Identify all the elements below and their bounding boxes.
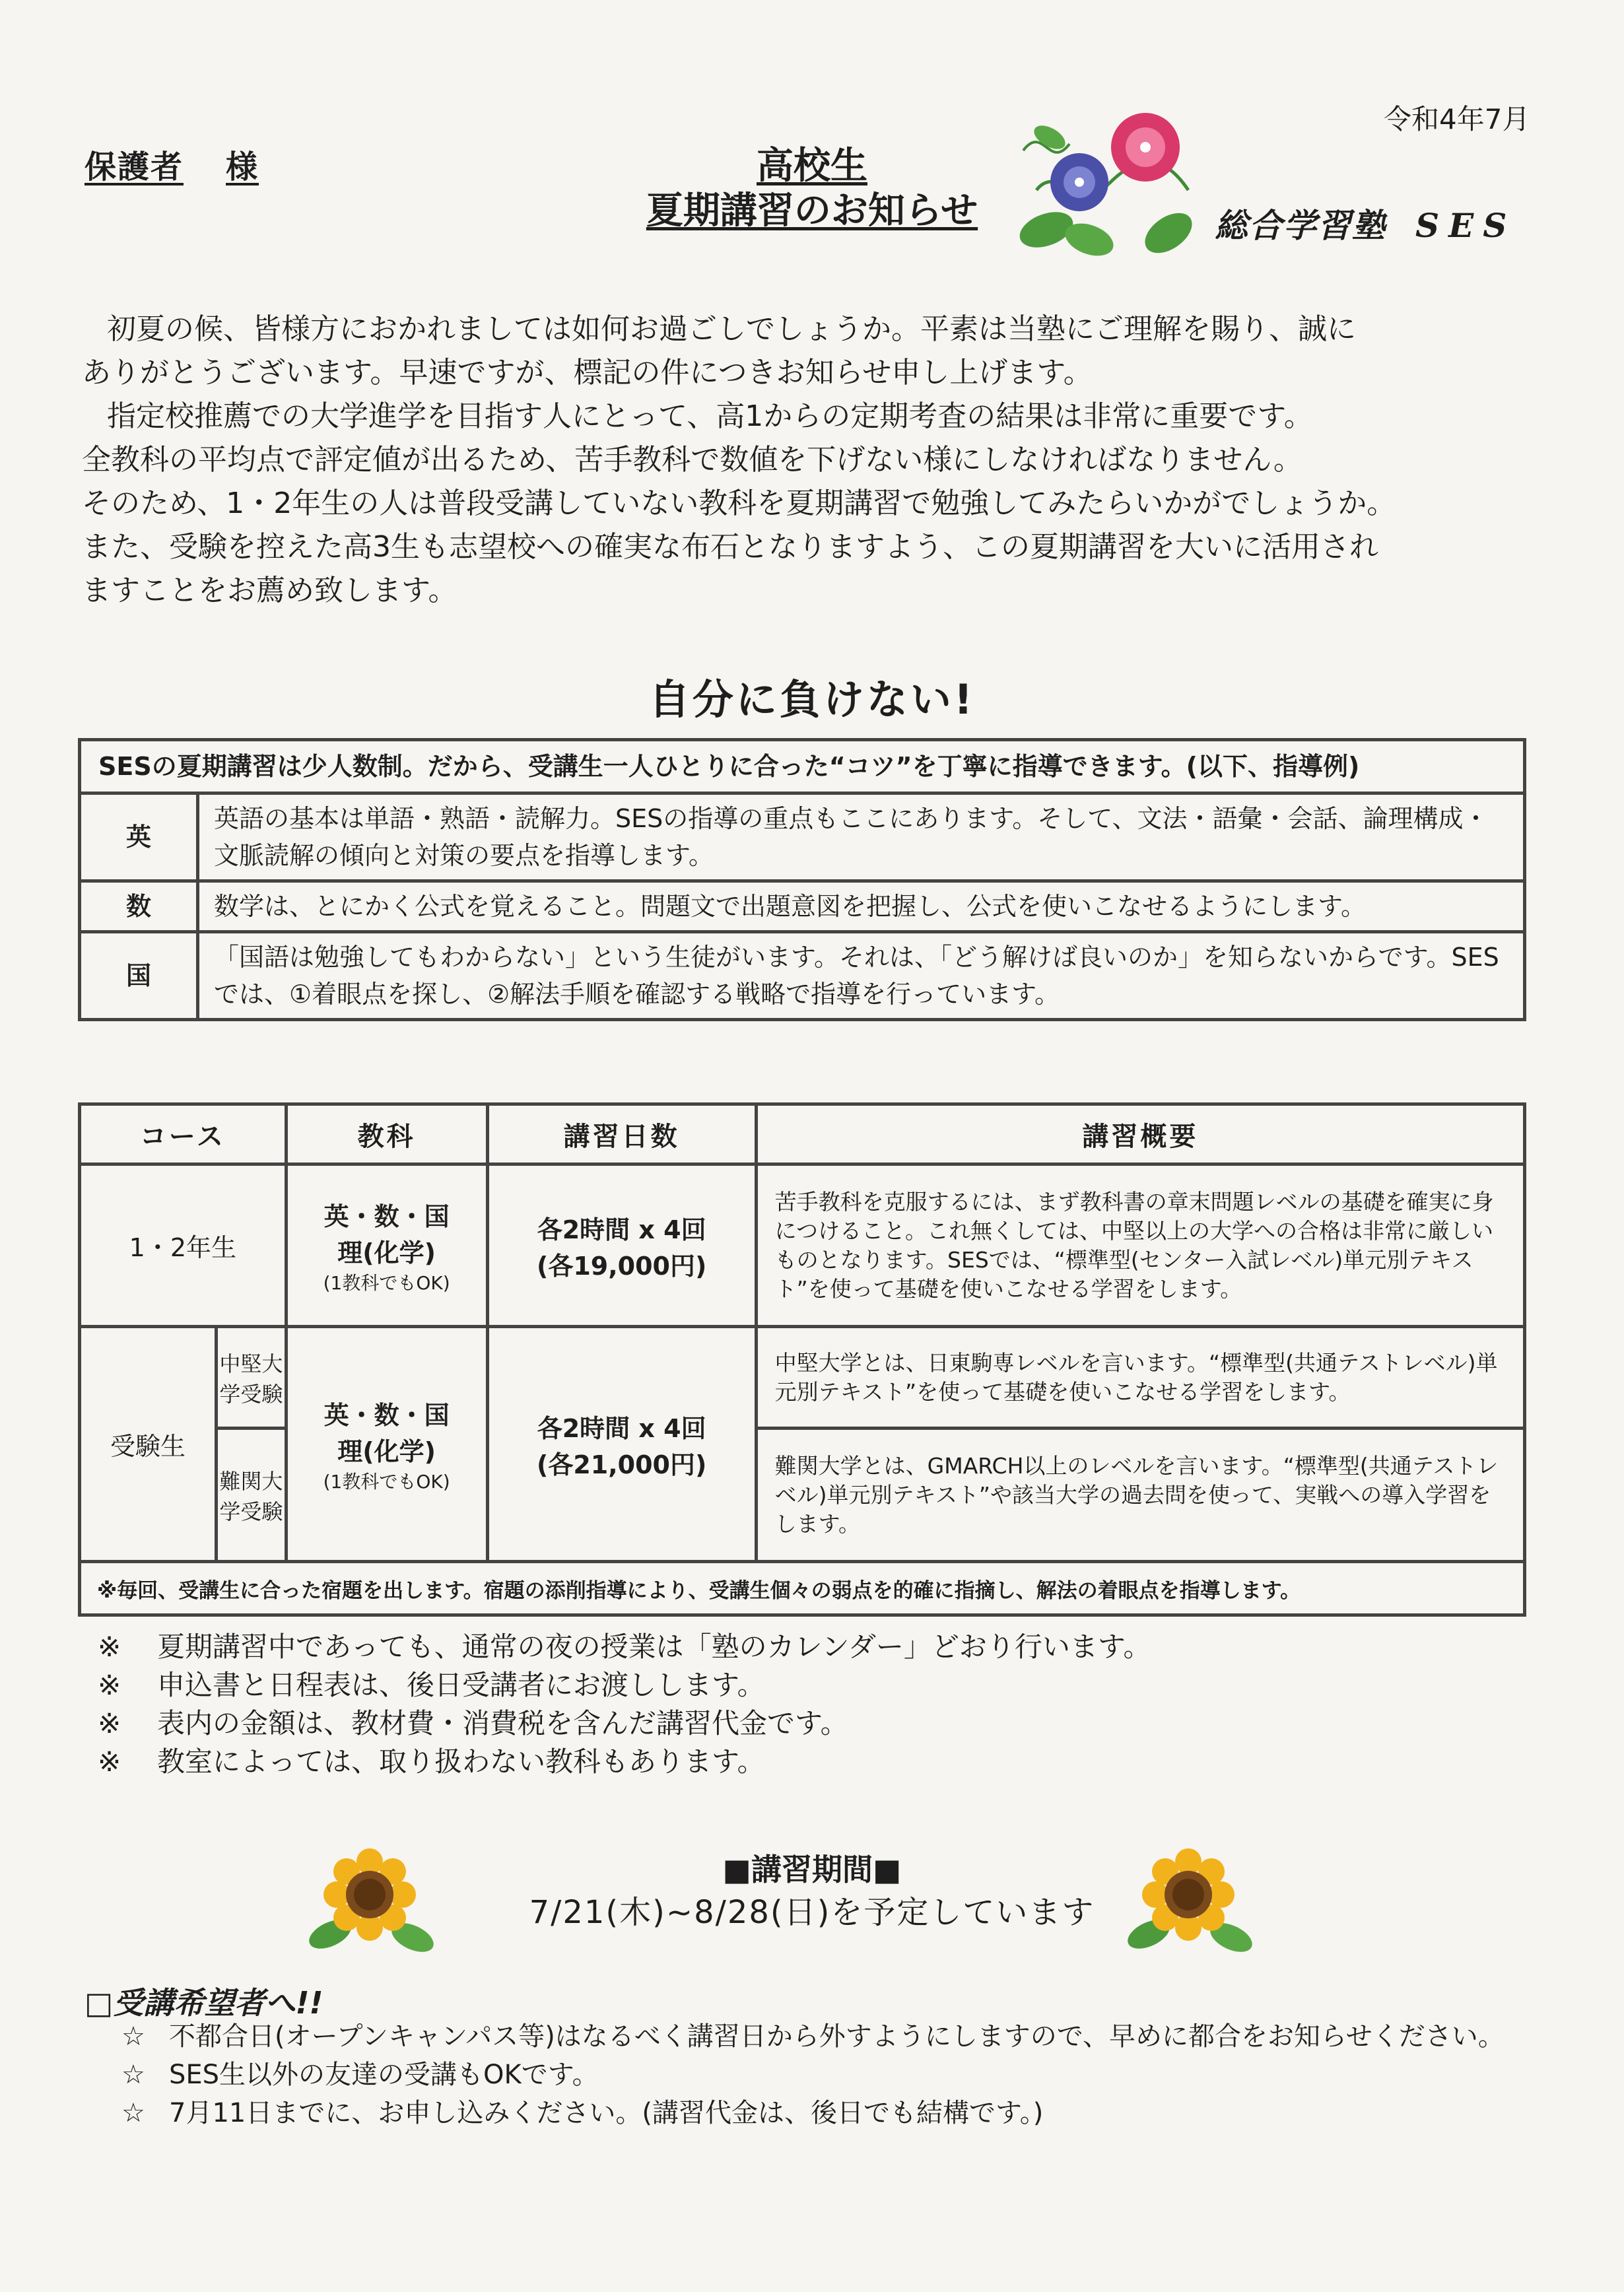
table-header-row: [80, 1104, 1525, 1164]
intro-line: 初夏の候、皆様方におかれましては如何お過ごしでしょうか。平素は当塾にご理解を賜り、誠に: [107, 312, 1356, 346]
applicant-item: [121, 2094, 1505, 2132]
applicant-item: [121, 2056, 1505, 2094]
note-mark: ※: [98, 1631, 121, 1663]
title-line-2: 夏期講習のお知らせ: [646, 189, 978, 232]
table-row: [80, 1164, 1525, 1327]
guidance-text: 数学は、とにかく公式を覚えること。問題文で出題意図を把握し、公式を使いこなせるようにします。: [198, 881, 1525, 932]
course-table: [78, 1102, 1526, 1617]
morning-glory-illustration: [1010, 111, 1208, 263]
intro-text: [82, 308, 1561, 613]
notes-list: [98, 1628, 1151, 1781]
table-row: [80, 793, 1525, 881]
guidance-header: SESの夏期講習は少人数制。だから、受講生一人ひとりに合った“コツ”を丁寧に指導できます。(以下、指導例): [80, 740, 1525, 793]
period-text: 7/21(木)~8/28(日)を予定しています: [529, 1894, 1095, 1931]
note-mark: ※: [98, 1707, 121, 1739]
period-label: ■講習期間■: [722, 1852, 902, 1887]
subjects-note: (1教科でもOK): [323, 1271, 450, 1294]
note-item: [98, 1628, 1151, 1666]
star-mark: ☆: [121, 2021, 145, 2052]
subject-english: 英: [80, 793, 198, 881]
course-days: [487, 1164, 756, 1327]
intro-line: 指定校推薦での大学進学を目指す人にとって、高1からの定期考査の結果は非常に重要です。: [107, 399, 1313, 433]
course-days: [487, 1327, 756, 1562]
course-footnote: ※毎回、受講生に合った宿題を出します。宿題の添削指導により、受講生個々の弱点を的確に指摘し、解法の着眼点を指導します。: [80, 1562, 1525, 1615]
subject-japanese: 国: [80, 932, 198, 1020]
school-name-text: 総合学習塾: [1215, 207, 1386, 245]
intro-line: 全教科の平均点で評定値が出るため、苦手教科で数値を下げない様にしなければなりません。: [82, 443, 1303, 477]
header-course: コース: [80, 1104, 287, 1164]
price-text: (各21,000円): [536, 1450, 707, 1479]
date: 令和4年7月: [1384, 103, 1530, 135]
subjects-note: (1教科でもOK): [323, 1470, 450, 1493]
applicants-heading: □受講希望者へ!!: [85, 1985, 323, 2021]
table-row: [80, 1562, 1525, 1615]
days-text: 各2時間 x 4回: [537, 1413, 706, 1443]
guidance-text: 英語の基本は単語・熟語・読解力。SESの指導の重点もここにあります。そして、文法・語彙・会話、論理構成・文脈読解の傾向と対策の要点を指導します。: [198, 793, 1525, 881]
note-item: [98, 1743, 1151, 1781]
guidance-table: [78, 738, 1526, 1021]
header-days: 講習日数: [487, 1104, 756, 1164]
intro-line: そのため、1・2年生の人は普段受講していない教科を夏期講習で勉強してみたらいかがでしょうか。: [82, 487, 1396, 520]
subjects-line: 理(化学): [337, 1238, 436, 1267]
course-overview: 難関大学とは、GMARCH以上のレベルを言います。“標準型(共通テストレベル)単元別テキスト”や該当大学の過去問を使って、実戦への導入学習をします。: [756, 1429, 1524, 1562]
course-exam-hard: 難関大学受験: [217, 1429, 287, 1562]
note-text: 教室によっては、取り扱わない教科もあります。: [157, 1745, 765, 1778]
note-item: [98, 1704, 1151, 1743]
table-row: [80, 740, 1525, 793]
subjects-line: 英・数・国: [323, 1201, 450, 1231]
subject-math: 数: [80, 881, 198, 932]
subjects-line: 理(化学): [337, 1436, 436, 1466]
subjects-line: 英・数・国: [323, 1400, 450, 1430]
recipient-suffix: 様: [226, 149, 259, 185]
note-item: [98, 1666, 1151, 1704]
note-text: 表内の金額は、教材費・消費税を含んだ講習代金です。: [157, 1707, 848, 1739]
school-brand: SES: [1415, 206, 1516, 245]
page-title: [568, 144, 1056, 234]
course-subjects: [286, 1327, 487, 1562]
table-row: [80, 881, 1525, 932]
motto-heading: 自分に負けない!: [648, 675, 976, 724]
recipient: [85, 141, 259, 187]
course-subjects: [286, 1164, 487, 1327]
table-row: [80, 932, 1525, 1020]
applicant-text: SES生以外の友達の受講もOKです。: [169, 2060, 599, 2090]
applicant-item: [121, 2017, 1505, 2056]
intro-line: ありがとうございます。早速ですが、標記の件につきお知らせ申し上げます。: [82, 356, 1093, 389]
price-text: (各19,000円): [536, 1251, 707, 1281]
title-line-1: 高校生: [757, 145, 867, 187]
intro-line: また、受験を控えた高3生も志望校への確実な布石となりますよう、この夏期講習を大いに活用され: [82, 530, 1378, 564]
star-mark: ☆: [121, 2098, 145, 2128]
recipient-label: 保護者: [85, 149, 184, 185]
guidance-text: 「国語は勉強してもわからない」という生徒がいます。それは、「どう解けば良いのか」を知らないからです。SESでは、①着眼点を探し、②解法手順を確認する戦略で指導を行っています。: [198, 932, 1525, 1020]
applicants-list: [121, 2017, 1505, 2132]
note-mark: ※: [98, 1745, 121, 1778]
table-row: [80, 1327, 1525, 1429]
school-name: [1215, 199, 1516, 247]
applicant-text: 7月11日までに、お申し込みください。(講習代金は、後日でも結構です。): [169, 2098, 1044, 2128]
course-overview: 中堅大学とは、日東駒専レベルを言います。“標準型(共通テストレベル)単元別テキスト”を使って基礎を使いこなせる学習をします。: [756, 1327, 1524, 1429]
header-subject: 教科: [286, 1104, 487, 1164]
days-text: 各2時間 x 4回: [537, 1215, 706, 1244]
header-overview: 講習概要: [756, 1104, 1524, 1164]
applicant-text: 不都合日(オープンキャンパス等)はなるべく講習日から外すようにしますので、早めに都合をお知らせください。: [169, 2021, 1505, 2052]
course-exam: 受験生: [80, 1327, 217, 1562]
course-overview: 苦手教科を克服するには、まず教科書の章末問題レベルの基礎を確実に身につけること。これ無くしては、中堅以上の大学への合格は非常に厳しいものとなります。SESでは、“標準型(センター入試レベル)単元別テキスト”を使って基礎を使いこなせる学習をします。: [756, 1164, 1524, 1327]
intro-line: ますことをお薦め致します。: [82, 574, 457, 607]
note-mark: ※: [98, 1669, 121, 1701]
course-exam-mid: 中堅大学受験: [217, 1327, 287, 1429]
star-mark: ☆: [121, 2060, 145, 2090]
course-grade12: 1・2年生: [80, 1164, 287, 1327]
note-text: 申込書と日程表は、後日受講者にお渡しします。: [157, 1669, 765, 1701]
note-text: 夏期講習中であっても、通常の夜の授業は「塾のカレンダー」どおり行います。: [157, 1631, 1151, 1663]
